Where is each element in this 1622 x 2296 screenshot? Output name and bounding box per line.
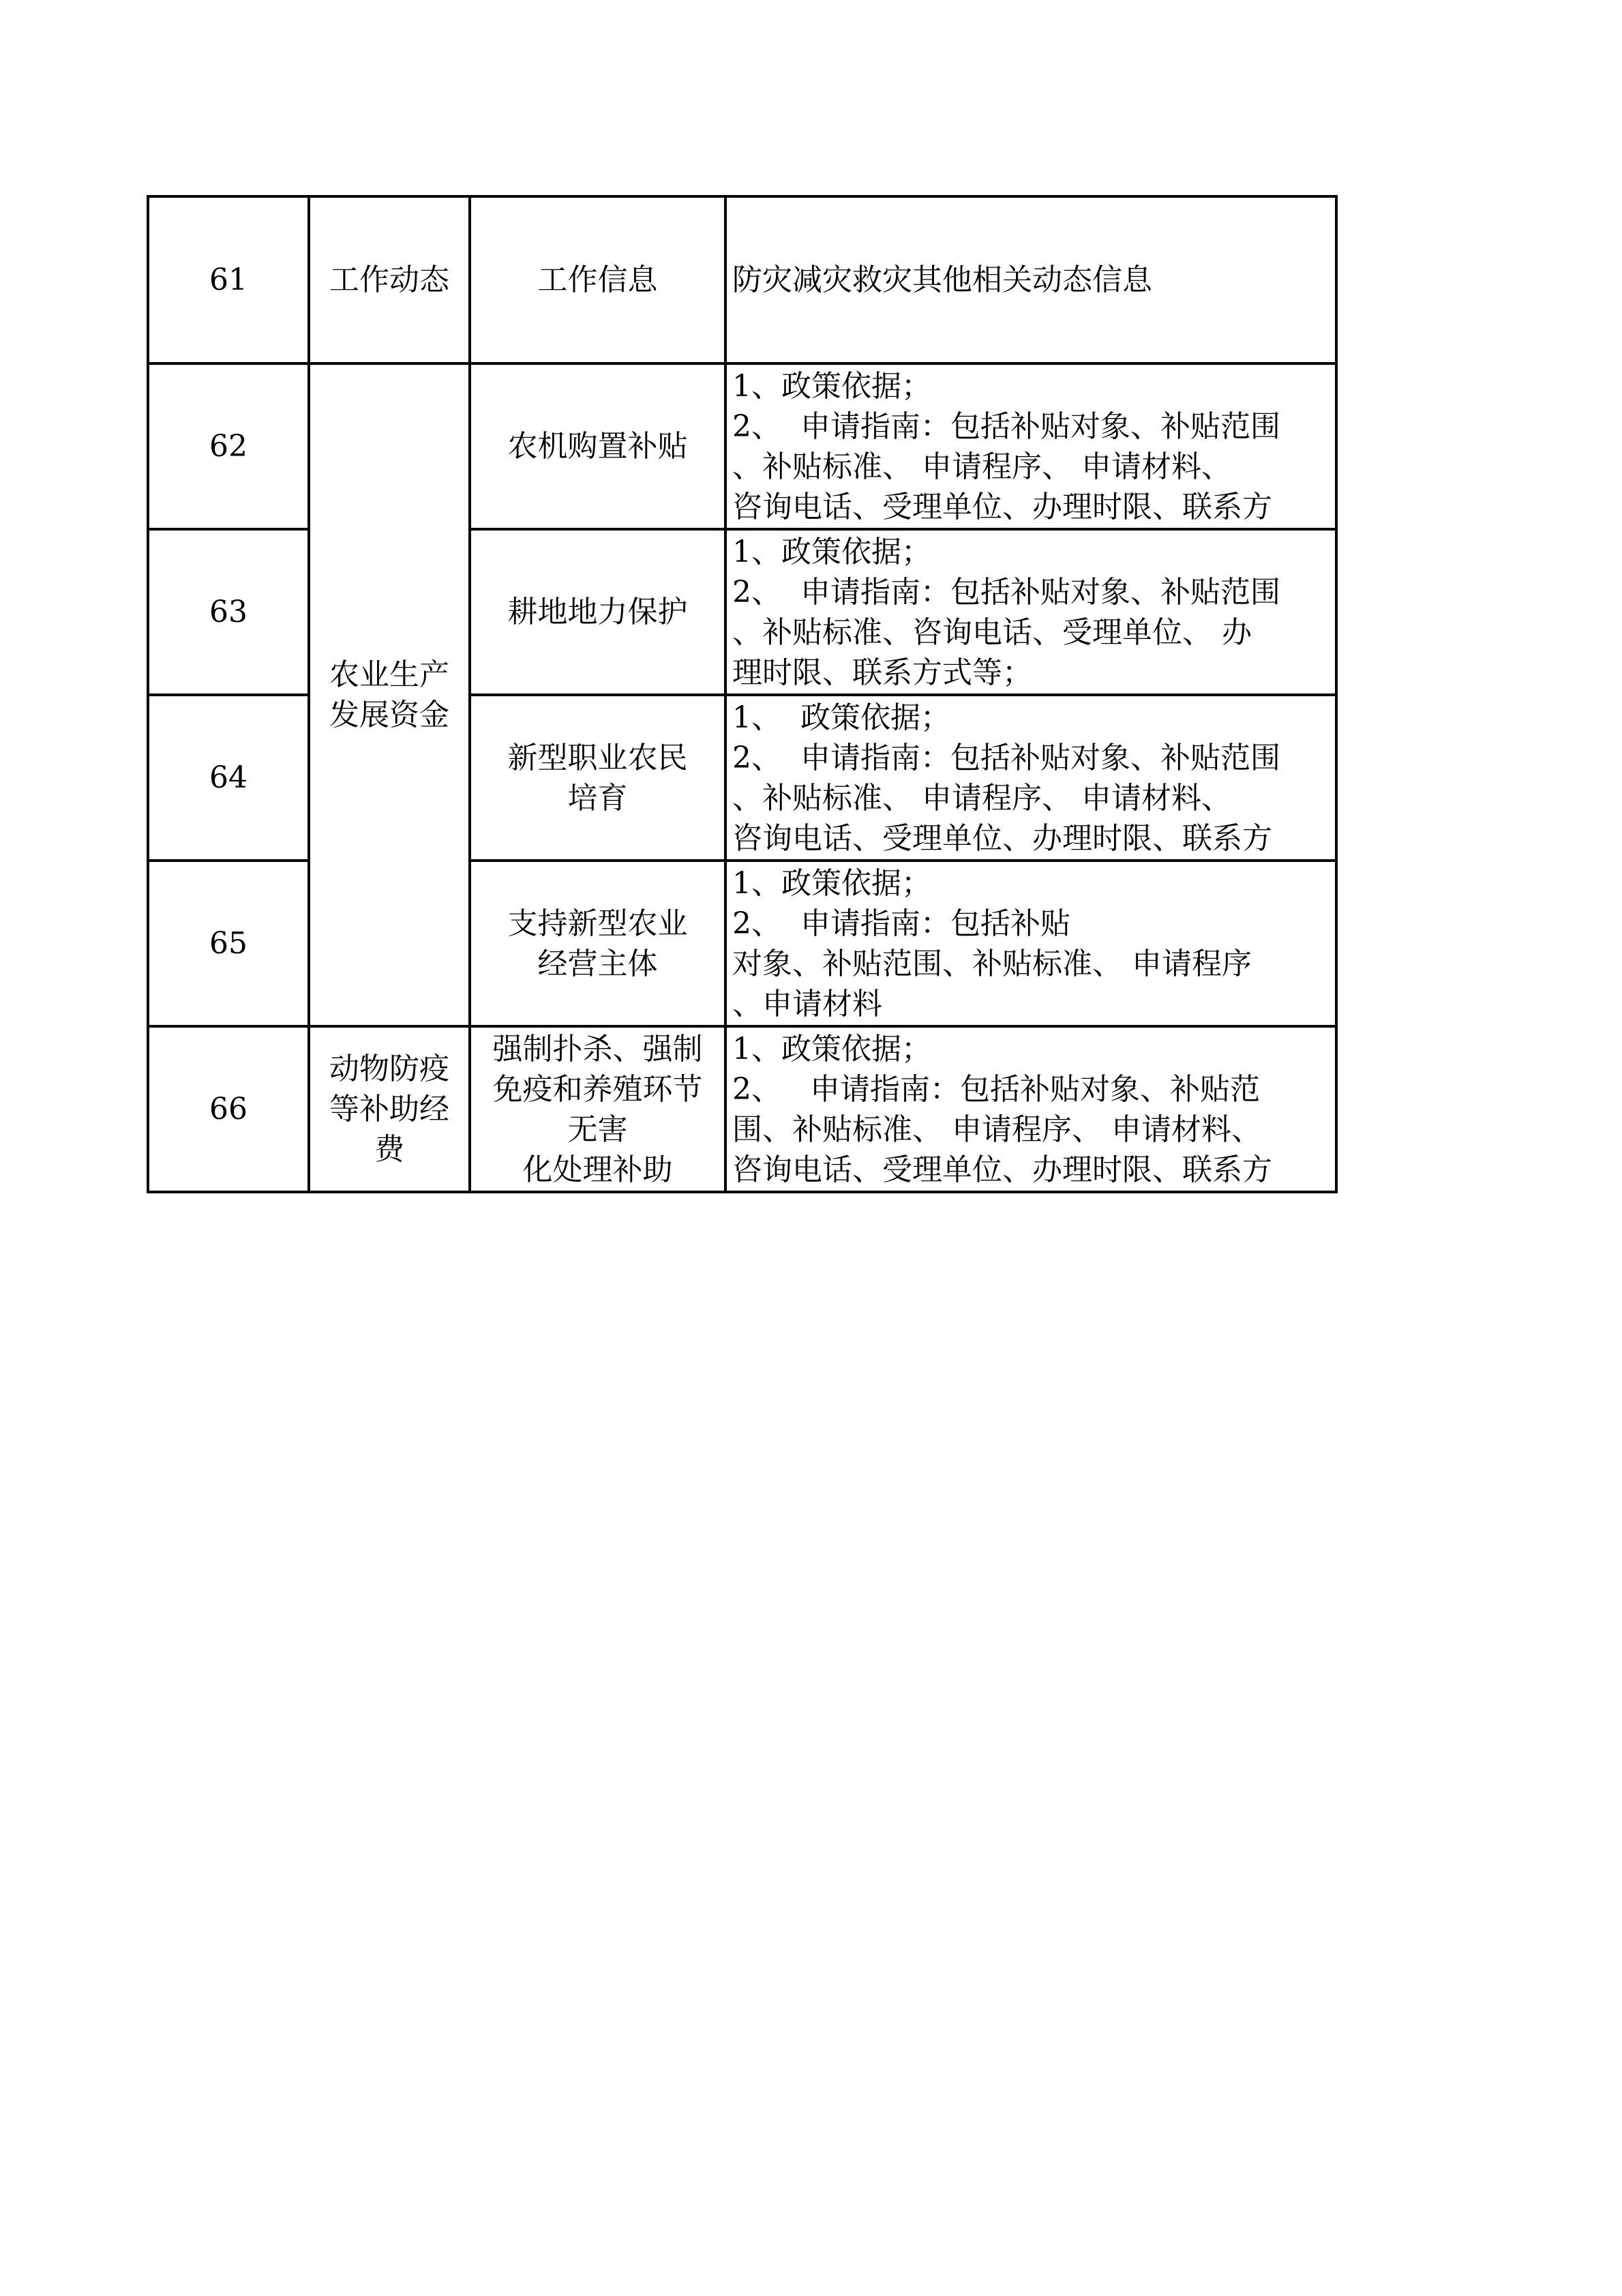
content-line: 、补贴标准、 申请程序、 申请材料、	[732, 449, 1231, 484]
content-line: 2、 申请指南：包括补贴对象、补贴范围	[732, 574, 1280, 610]
content-line: 围、补贴标准、 申请程序、 申请材料、	[732, 1112, 1261, 1147]
table-row	[148, 363, 1336, 529]
content-cell	[725, 363, 1336, 529]
content-line: 、补贴标准、 申请程序、 申请材料、	[732, 780, 1231, 816]
item-cell: 强制扑杀、强制 免疫和养殖环节 无害 化处理补助	[470, 1026, 725, 1192]
row-number: 66	[148, 1026, 309, 1192]
item-cell: 农机购置补贴	[470, 363, 725, 529]
item-cell: 工作信息	[470, 196, 725, 363]
category-cell: 工作动态	[309, 196, 470, 363]
content-line: 咨询电话、受理单位、办理时限、联系方	[732, 1152, 1272, 1187]
content-line: 、补贴标准、咨询电话、受理单位、 办	[732, 614, 1252, 650]
content-cell	[725, 695, 1336, 861]
content-line: 1、政策依据；	[732, 534, 931, 569]
row-number: 65	[148, 861, 309, 1026]
content-line: 2、 申请指南：包括补贴对象、补贴范围	[732, 408, 1280, 444]
category-cell: 农业生产 发展资金	[309, 363, 470, 1026]
content-line: 咨询电话、受理单位、办理时限、联系方	[732, 489, 1272, 524]
content-line: 1、政策依据；	[732, 865, 931, 901]
content-cell	[725, 1026, 1336, 1192]
content-cell	[725, 196, 1336, 363]
item-cell: 新型职业农民 培育	[470, 695, 725, 861]
content-line: 1、政策依据；	[732, 1031, 931, 1067]
content-cell	[725, 529, 1336, 695]
content-line: 1、政策依据；	[732, 368, 931, 404]
item-cell: 耕地地力保护	[470, 529, 725, 695]
content-line: 理时限、联系方式等；	[732, 655, 1032, 690]
content-line: 2、 申请指南：包括补贴对象、补贴范围	[732, 740, 1280, 775]
disclosure-table	[147, 195, 1338, 1193]
row-number: 63	[148, 529, 309, 695]
category-cell: 动物防疫 等补助经 费	[309, 1026, 470, 1192]
table-row	[148, 196, 1336, 363]
content-line: 、申请材料	[732, 986, 882, 1022]
content-line: 咨询电话、受理单位、办理时限、联系方	[732, 820, 1272, 856]
content-line: 2、 申请指南：包括补贴对象、补贴范	[732, 1071, 1260, 1107]
row-number: 61	[148, 196, 309, 363]
content-line: 对象、补贴范围、补贴标准、 申请程序	[732, 946, 1252, 981]
table-row	[148, 1026, 1336, 1192]
item-cell: 支持新型农业 经营主体	[470, 861, 725, 1026]
row-number: 62	[148, 363, 309, 529]
row-number: 64	[148, 695, 309, 861]
content-cell	[725, 861, 1336, 1026]
content-line: 2、 申请指南：包括补贴	[732, 906, 1070, 941]
document-page	[147, 195, 1338, 1193]
content-line: 防灾减灾救灾其他相关动态信息	[732, 263, 1152, 297]
content-line: 1、 政策依据；	[732, 700, 950, 735]
